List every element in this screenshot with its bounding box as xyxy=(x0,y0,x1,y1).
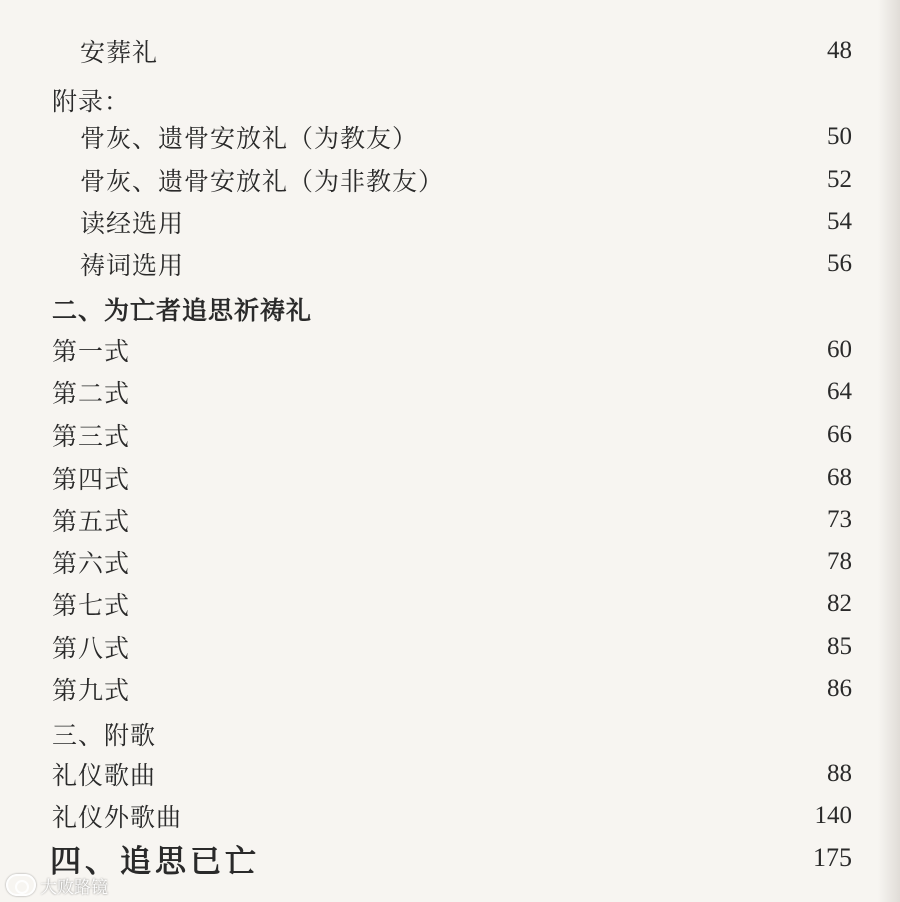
dot-leader xyxy=(134,500,823,540)
toc-entry xyxy=(0,415,900,455)
watermark-text: 大败路镜 xyxy=(40,877,108,898)
toc-entry-title: 四、追思已亡 xyxy=(50,843,260,880)
toc-entry-page: 175 xyxy=(813,843,852,872)
toc-entry xyxy=(0,202,900,242)
toc-entry-page: 64 xyxy=(827,378,852,405)
dot-leader xyxy=(134,584,823,624)
toc-entry-title: 第一式 xyxy=(52,337,131,366)
toc-entry-title: 第六式 xyxy=(52,549,131,578)
toc-entry xyxy=(0,796,900,836)
toc-entry xyxy=(0,117,900,157)
dot-leader xyxy=(186,796,810,836)
toc-entry-title: 读经选用 xyxy=(80,209,185,238)
dot-leader xyxy=(134,415,823,455)
toc-entry-title: 第三式 xyxy=(52,422,131,451)
toc-entry xyxy=(0,542,900,582)
toc-entry-title: 二、为亡者追思祈祷礼 xyxy=(52,296,313,325)
toc-entry-title: 第五式 xyxy=(52,507,131,536)
toc-entry-page: 60 xyxy=(827,336,852,363)
toc-entry xyxy=(0,754,900,794)
toc-entry-page: 68 xyxy=(827,464,852,491)
toc-entry-page: 50 xyxy=(827,123,852,150)
toc-entry-title: 骨灰、遗骨安放礼（为非教友） xyxy=(80,167,445,196)
toc-entry xyxy=(0,584,900,624)
dot-leader xyxy=(448,160,823,200)
toc-entry-page: 48 xyxy=(827,37,852,64)
toc-section-heading xyxy=(0,289,900,329)
watermark xyxy=(6,872,108,898)
dot-leader xyxy=(188,244,823,284)
toc-entry-page: 56 xyxy=(827,250,852,277)
toc-entry-title: 附录： xyxy=(52,87,131,116)
dot-leader xyxy=(188,202,823,242)
dot-leader xyxy=(134,542,823,582)
toc-entry-title: 礼仪外歌曲 xyxy=(52,803,183,832)
toc-entry xyxy=(0,669,900,709)
toc-entry-major xyxy=(0,838,900,878)
toc-entry-title: 祷词选用 xyxy=(80,251,185,280)
toc-entry-title: 第四式 xyxy=(52,465,131,494)
dot-leader xyxy=(134,458,823,498)
toc-entry-title: 骨灰、遗骨安放礼（为教友） xyxy=(80,124,419,153)
toc-entry-title: 三、附歌 xyxy=(52,721,157,750)
toc-entry-page: 88 xyxy=(827,760,852,787)
toc-entry-title: 第二式 xyxy=(52,379,131,408)
toc-entry-page: 85 xyxy=(827,633,852,660)
toc-entry-page: 66 xyxy=(827,421,852,448)
toc-entry xyxy=(0,372,900,412)
dot-leader xyxy=(160,754,823,794)
toc-section-label xyxy=(0,80,900,120)
dot-leader xyxy=(134,669,823,709)
toc-section-heading xyxy=(0,714,900,754)
toc-entry-title: 安葬礼 xyxy=(80,38,159,67)
dot-leader xyxy=(134,372,823,412)
camera-logo-icon xyxy=(6,874,36,896)
dot-leader xyxy=(134,330,823,370)
dot-leader xyxy=(422,117,823,157)
toc-entry-page: 82 xyxy=(827,590,852,617)
toc-entry-page: 140 xyxy=(814,802,852,829)
dot-leader xyxy=(134,627,823,667)
toc-entry-title: 礼仪歌曲 xyxy=(52,761,157,790)
toc-entry-page: 52 xyxy=(827,166,852,193)
dot-leader xyxy=(264,838,809,878)
toc-entry xyxy=(0,458,900,498)
toc-entry-title: 第九式 xyxy=(52,676,131,705)
toc-entry-title: 第七式 xyxy=(52,591,131,620)
toc-entry xyxy=(0,31,900,71)
dot-leader xyxy=(162,31,823,71)
toc-entry-page: 78 xyxy=(827,548,852,575)
toc-entry xyxy=(0,330,900,370)
toc-entry-page: 86 xyxy=(827,675,852,702)
toc-entry xyxy=(0,500,900,540)
toc-entry xyxy=(0,244,900,284)
toc-entry xyxy=(0,627,900,667)
toc-entry-page: 54 xyxy=(827,208,852,235)
toc-entry-page: 73 xyxy=(827,506,852,533)
toc-entry-title: 第八式 xyxy=(52,634,131,663)
toc-entry xyxy=(0,160,900,200)
